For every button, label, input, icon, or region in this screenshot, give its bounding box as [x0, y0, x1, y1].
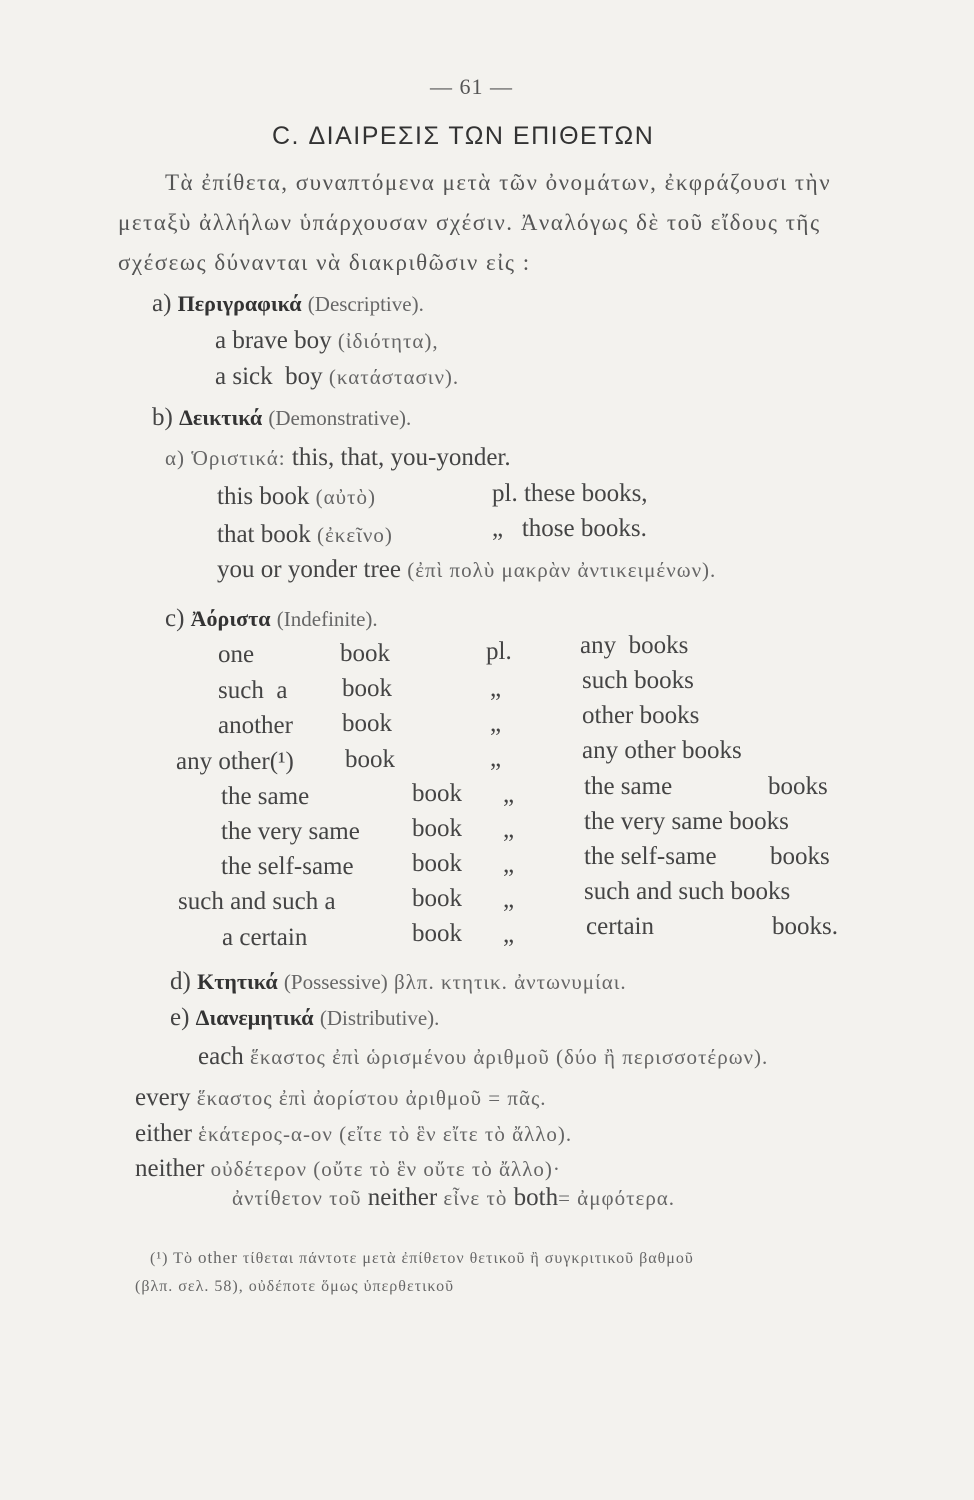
row-left: that book — [217, 521, 311, 548]
section-b-header — [152, 404, 411, 432]
demonstrative-row-3 — [217, 556, 716, 584]
section-c-label: c) — [165, 605, 185, 632]
indef-row-9-right: certain — [586, 913, 655, 940]
indef-row-7-mark: „ — [503, 851, 515, 878]
indef-row-9-mark: „ — [503, 921, 515, 948]
greek-text: = ἀμφότερα. — [558, 1186, 676, 1210]
section-c-header — [165, 605, 378, 633]
indef-row-4-noun: book — [345, 746, 395, 773]
greek-text: εἶνε τὸ — [443, 1186, 508, 1210]
indef-row-5-right-noun: books — [768, 773, 828, 800]
row-greek: (ἐκεῖνο) — [317, 523, 393, 547]
indef-row-8-mark: „ — [503, 886, 515, 913]
section-e-header — [170, 1004, 439, 1032]
page-number: — 61 — — [430, 74, 513, 99]
row-greek: (αὐτὸ) — [315, 485, 376, 509]
greek-gloss: ἕκαστος ἐπὶ ὡρισμένου ἀριθμοῦ (δύο ἢ περισσοτέρων). — [250, 1045, 769, 1069]
indef-row-3-noun: book — [342, 710, 392, 737]
indef-row-8-noun: book — [412, 885, 462, 912]
section-d-title: Κτητικά — [197, 969, 278, 994]
demonstrative-row-2 — [217, 521, 393, 549]
section-heading: C. ΔΙΑΙΡΕΣΙΣ ΤΩΝ ΕΠΙΘΕΤΩΝ — [272, 122, 655, 150]
section-a-title: Περιγραφικά — [177, 291, 302, 316]
english-word: each — [198, 1043, 244, 1070]
indef-row-5-noun: book — [412, 780, 462, 807]
distributive-every — [135, 1084, 547, 1112]
footnote-marker: (¹) Τὸ — [150, 1250, 193, 1267]
indef-row-6-mark: „ — [503, 816, 515, 843]
section-e-title: Διανεμητικά — [195, 1005, 314, 1030]
greek-gloss: ἑκάτερος-α-ον (εἴτε τὸ ἓν εἴτε τὸ ἄλλο). — [198, 1122, 573, 1146]
example-text: a brave boy — [215, 327, 332, 354]
footnote-line-2: (βλπ. σελ. 58), οὐδέποτε ὅμως ὑπερθετικοῦ — [135, 1278, 455, 1295]
distributive-neither — [135, 1155, 561, 1183]
indef-row-3-mark: „ — [490, 710, 502, 737]
indef-row-9-noun: book — [412, 920, 462, 947]
indef-row-5-left: the same — [221, 783, 310, 810]
section-b-label: b) — [152, 404, 173, 431]
row-greek: (ἐπὶ πολὺ μακρὰν ἀντικειμένων). — [407, 558, 717, 582]
english-word: either — [135, 1120, 192, 1147]
example-text: a sick boy — [215, 363, 323, 390]
distributive-antithesis — [232, 1184, 675, 1212]
indef-row-3-right: other books — [582, 702, 700, 729]
english-word: every — [135, 1084, 191, 1111]
example-greek: (ἰδιότητα), — [337, 329, 439, 353]
indef-row-1-mark: pl. — [486, 638, 512, 665]
indef-row-1-noun: book — [340, 640, 390, 667]
distributive-either — [135, 1120, 572, 1148]
subsection-words: this, that, you-yonder. — [291, 444, 511, 471]
row-left: you or yonder tree — [217, 556, 401, 583]
section-a-label: a) — [152, 290, 172, 317]
english-word: neither — [367, 1184, 438, 1211]
section-e-gloss: (Distributive). — [319, 1006, 440, 1030]
section-e-label: e) — [170, 1004, 190, 1031]
demonstrative-row-2-plural: „ those books. — [492, 515, 647, 542]
indef-row-6-left: the very same — [221, 818, 360, 845]
section-a-gloss: (Descriptive). — [307, 292, 424, 316]
section-c-gloss: (Indefinite). — [276, 607, 378, 631]
intro-line-3: σχέσεως δύνανται νὰ διακριθῶσιν εἰς : — [118, 250, 531, 275]
greek-gloss: οὐδέτερον (οὔτε τὸ ἓν οὔτε τὸ ἄλλο)· — [210, 1157, 561, 1181]
indef-row-7-left: the self-same — [221, 853, 354, 880]
section-b-gloss: (Demonstrative). — [268, 406, 412, 430]
section-c-title: Ἀόριστα — [190, 606, 271, 631]
indef-row-8-right: such and such books — [584, 878, 791, 905]
example-greek: (κατάστασιν). — [328, 365, 460, 389]
demonstrative-row-1 — [217, 483, 376, 511]
indef-row-2-right: such books — [582, 667, 694, 694]
footnote-line-1 — [150, 1248, 694, 1268]
indef-row-4-right: any other books — [582, 737, 742, 764]
indef-row-7-right-noun: books — [770, 843, 830, 870]
section-a-header — [152, 290, 424, 318]
demonstrative-row-1-plural: pl. these books, — [492, 480, 648, 507]
indef-row-2-mark: „ — [490, 675, 502, 702]
section-d-gloss: (Possessive) — [283, 970, 388, 994]
indef-row-4-mark: „ — [490, 745, 502, 772]
distributive-each — [198, 1043, 768, 1071]
indef-row-1-left: one — [218, 641, 255, 668]
indef-row-6-noun: book — [412, 815, 462, 842]
section-d-rest: βλπ. κτητικ. ἀντωνυμίαι. — [394, 970, 627, 994]
indef-row-5-right: the same — [584, 773, 673, 800]
indef-row-1-right: any books — [580, 632, 689, 659]
section-d-line — [170, 968, 627, 996]
subsection-label: α) — [165, 446, 185, 470]
indef-row-5-mark: „ — [503, 781, 515, 808]
indef-row-3-left: another — [218, 712, 293, 739]
example-brave-boy — [215, 327, 439, 355]
footnote-english: other — [197, 1248, 238, 1267]
example-sick-boy — [215, 363, 459, 391]
intro-line-1: Τὰ ἐπίθετα, συναπτόμενα μετὰ τῶν ὀνομάτων, ἐκφράζουσι τὴν — [165, 170, 832, 195]
indef-row-7-right: the self-same — [584, 843, 717, 870]
english-word: both — [513, 1184, 559, 1211]
subsection-title: Ὁριστικά: — [191, 446, 286, 470]
indef-row-2-left: such a — [218, 677, 288, 704]
indef-row-9-left: a certain — [222, 924, 308, 951]
row-left: this book — [217, 483, 310, 510]
section-d-label: d) — [170, 968, 191, 995]
indef-row-2-noun: book — [342, 675, 392, 702]
indef-row-6-right: the very same books — [584, 808, 789, 835]
indef-row-8-left: such and such a — [178, 888, 336, 915]
indef-row-9-right-noun: books. — [772, 913, 838, 940]
indef-row-4-left: any other(¹) — [176, 748, 294, 775]
section-b-title: Δεικτικά — [179, 405, 263, 430]
greek-text: ἀντίθετον τοῦ — [232, 1186, 362, 1210]
greek-gloss: ἕκαστος ἐπὶ ἀορίστου ἀριθμοῦ = πᾶς. — [196, 1086, 547, 1110]
indef-row-7-noun: book — [412, 850, 462, 877]
footnote-text: τίθεται πάντοτε μετὰ ἐπίθετον θετικοῦ ἢ συγκριτικοῦ βαθμοῦ — [242, 1250, 694, 1267]
english-word: neither — [135, 1155, 205, 1182]
subsection-alpha — [165, 444, 511, 472]
intro-line-2: μεταξὺ ἀλλήλων ὑπάρχουσαν σχέσιν. Ἀναλόγως δὲ τοῦ εἴδους τῆς — [118, 210, 821, 235]
